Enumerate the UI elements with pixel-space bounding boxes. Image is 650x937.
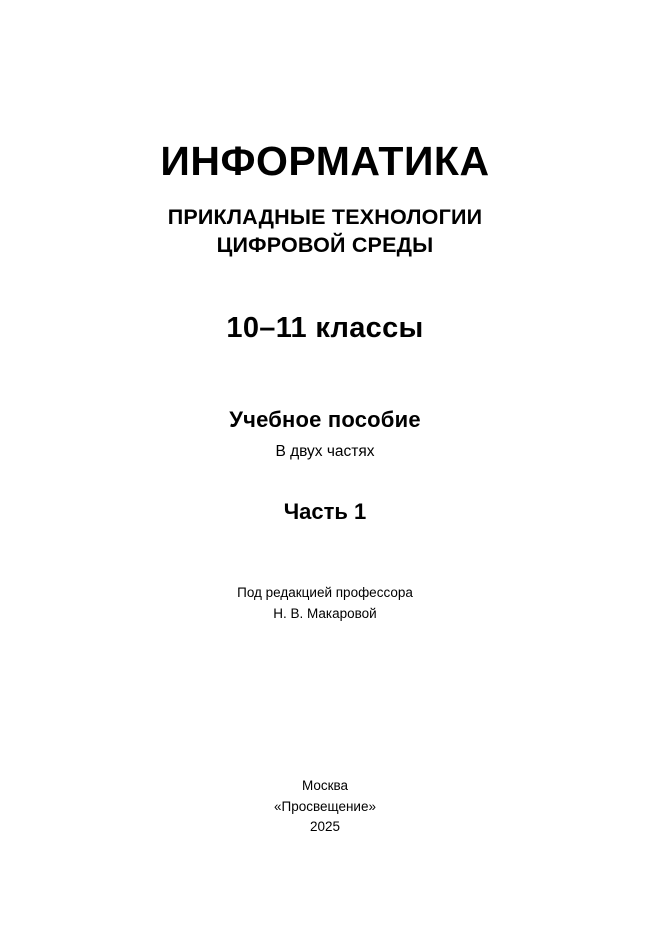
parts-note: В двух частях [275,442,375,460]
imprint-block [0,776,650,838]
page-title: ИНФОРМАТИКА [160,138,490,184]
grade-range: 10–11 классы [226,311,424,344]
subtitle [0,203,650,260]
imprint-city: Москва [301,778,349,793]
edition-type: Учебное пособие [229,406,421,432]
editor-credit [0,525,650,625]
subtitle-line-1: ПРИКЛАДНЫЕ ТЕХНОЛОГИИ [167,205,483,230]
title-block [0,140,650,625]
imprint-year: 2025 [309,819,341,835]
editor-name: Н. В. Макаровой [273,605,377,621]
imprint-publisher: «Просвещение» [274,798,376,814]
editor-prefix: Под редакцией профессора [237,584,413,600]
part-number: Часть 1 [283,498,367,524]
subtitle-line-2: ЦИФРОВОЙ СРЕДЫ [216,233,434,258]
